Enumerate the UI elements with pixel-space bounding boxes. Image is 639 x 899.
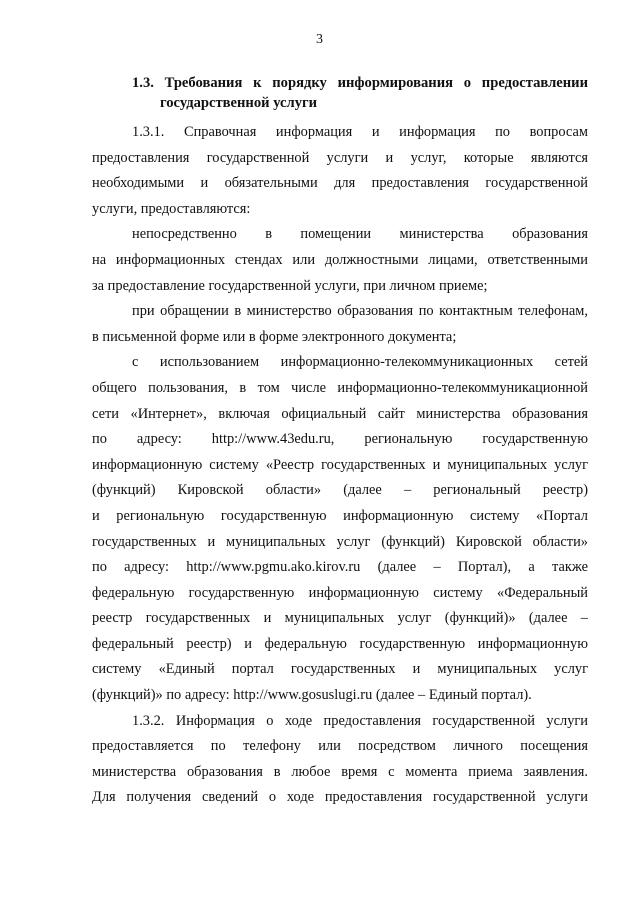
text-line: 1.3.1. Справочная информация и информация по вопросам	[132, 124, 588, 140]
text-line: за предоставление государственной услуги, при личном приеме;	[92, 277, 488, 294]
text-line: информационную систему «Реестр государственных и муниципальных услуг	[92, 456, 588, 473]
paragraph-ministry-premises	[92, 222, 588, 299]
text-line: сети «Интернет», включая официальный сайт министерства образования	[92, 405, 588, 422]
text-line: федеральный реестр) и федеральную государственную информационную	[92, 635, 588, 652]
text-line: систему «Единый портал государственных и муниципальных услуг	[92, 661, 588, 678]
text-line: (функций)» по адресу: http://www.gosuslugi.ru (далее – Единый портал).	[92, 687, 532, 704]
text-line: (функций) Кировской области» (далее – региональный реестр)	[92, 482, 588, 499]
paragraph-1-3-1	[92, 120, 588, 222]
text-line: необходимыми и обязательными для предоставления государственной	[92, 175, 588, 192]
page-number: 3	[316, 32, 323, 47]
section-heading-line-1: 1.3. Требования к порядку информирования о предоставлении	[132, 75, 588, 91]
paragraph-phone-contact	[92, 299, 588, 350]
text-line: федеральную государственную информационную систему «Федеральный	[92, 584, 588, 601]
text-line: общего пользования, в том числе информационно-телекоммуникационной	[92, 379, 588, 396]
text-line: при обращении в министерство образования по контактным телефонам,	[132, 303, 588, 320]
text-line: реестр государственных и муниципальных услуг (функций)» (далее –	[92, 610, 588, 627]
text-line: министерства образования в любое время с момента приема заявления.	[92, 763, 588, 780]
paragraph-1-3-2	[92, 709, 588, 811]
text-line: предоставляется по телефону или посредством личного посещения	[92, 738, 588, 755]
text-line: с использованием информационно-телекоммуникационных сетей	[132, 354, 588, 371]
paragraph-networks	[92, 350, 588, 708]
text-line: Для получения сведений о ходе предоставления государственной услуги	[92, 789, 588, 806]
text-line: предоставления государственной услуги и услуг, которые являются	[92, 149, 588, 166]
text-line: государственных и муниципальных услуг (функций) Кировской области»	[92, 533, 588, 550]
text-line: на информационных стендах или должностными лицами, ответственными	[92, 251, 588, 268]
body-text	[92, 120, 588, 811]
text-line: по адресу: http://www.pgmu.ako.kirov.ru (далее – Портал), а также	[92, 559, 588, 576]
section-heading-line-2: государственной услуги	[160, 95, 318, 111]
section-heading	[132, 73, 588, 113]
text-line: 1.3.2. Информация о ходе предоставления государственной услуги	[132, 712, 588, 729]
text-line: и региональную государственную информационную систему «Портал	[92, 507, 588, 524]
text-line: в письменной форме или в форме электронного документа;	[92, 328, 457, 345]
text-line: непосредственно в помещении министерства образования	[132, 226, 588, 243]
text-line: услуги, предоставляются:	[92, 200, 251, 217]
text-line: по адресу: http://www.43edu.ru, региональную государственную	[92, 431, 588, 448]
